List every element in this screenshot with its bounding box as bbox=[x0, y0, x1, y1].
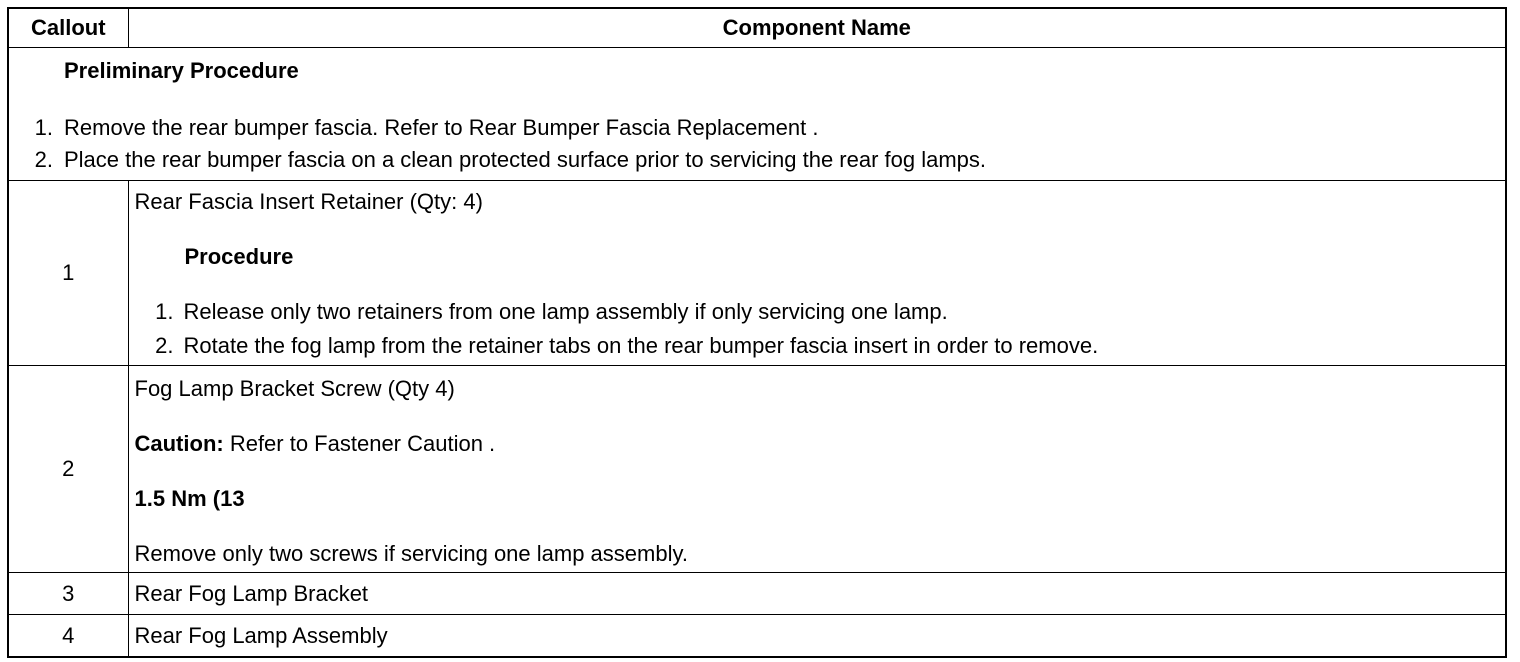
table-header-row bbox=[8, 8, 1506, 48]
callout-header: Callout bbox=[8, 8, 128, 48]
component-cell bbox=[128, 366, 1506, 573]
component-name: Rear Fog Lamp Assembly bbox=[128, 615, 1506, 658]
component-name: Fog Lamp Bracket Screw (Qty 4) bbox=[134, 376, 455, 401]
preliminary-cell bbox=[8, 48, 1506, 181]
preliminary-step bbox=[9, 115, 818, 141]
component-table bbox=[7, 7, 1507, 658]
component-name: Rear Fog Lamp Bracket bbox=[128, 573, 1506, 615]
component-name-header: Component Name bbox=[128, 8, 1506, 48]
procedure-title: Procedure bbox=[184, 244, 294, 269]
table-row bbox=[8, 573, 1506, 615]
component-name: Rear Fascia Insert Retainer (Qty: 4) bbox=[134, 189, 483, 214]
preliminary-row bbox=[8, 48, 1506, 181]
preliminary-step bbox=[9, 147, 986, 173]
step-text: Release only two retainers from one lamp assembly if only servicing one lamp. bbox=[183, 299, 948, 324]
step-text: Rotate the fog lamp from the retainer tabs on the rear bumper fascia insert in order to remove. bbox=[183, 333, 1099, 358]
callout-number: 4 bbox=[8, 615, 128, 658]
caution-line bbox=[135, 431, 496, 457]
callout-number: 2 bbox=[8, 366, 128, 573]
step-text: Remove the rear bumper fascia. Refer to Rear Bumper Fascia Replacement . bbox=[64, 115, 819, 140]
table-row bbox=[8, 181, 1506, 366]
step-number: 2. bbox=[155, 333, 174, 358]
component-note: Remove only two screws if servicing one lamp assembly. bbox=[134, 541, 688, 566]
procedure-step bbox=[129, 299, 948, 325]
table-row bbox=[8, 366, 1506, 573]
caution-text: Refer to Fastener Caution . bbox=[223, 431, 496, 456]
table-row bbox=[8, 615, 1506, 658]
procedure-step bbox=[129, 333, 1099, 359]
component-cell bbox=[128, 181, 1506, 366]
step-number: 1. bbox=[34, 115, 53, 140]
caution-label: Caution: bbox=[134, 431, 224, 456]
callout-number: 3 bbox=[8, 573, 128, 615]
preliminary-title: Preliminary Procedure bbox=[64, 58, 299, 83]
step-number: 1. bbox=[155, 299, 174, 324]
step-number: 2. bbox=[34, 147, 53, 172]
callout-number: 1 bbox=[8, 181, 128, 366]
step-text: Place the rear bumper fascia on a clean protected surface prior to servicing the rear fog lamps. bbox=[64, 147, 987, 172]
torque-spec: 1.5 Nm (13 bbox=[134, 486, 245, 511]
